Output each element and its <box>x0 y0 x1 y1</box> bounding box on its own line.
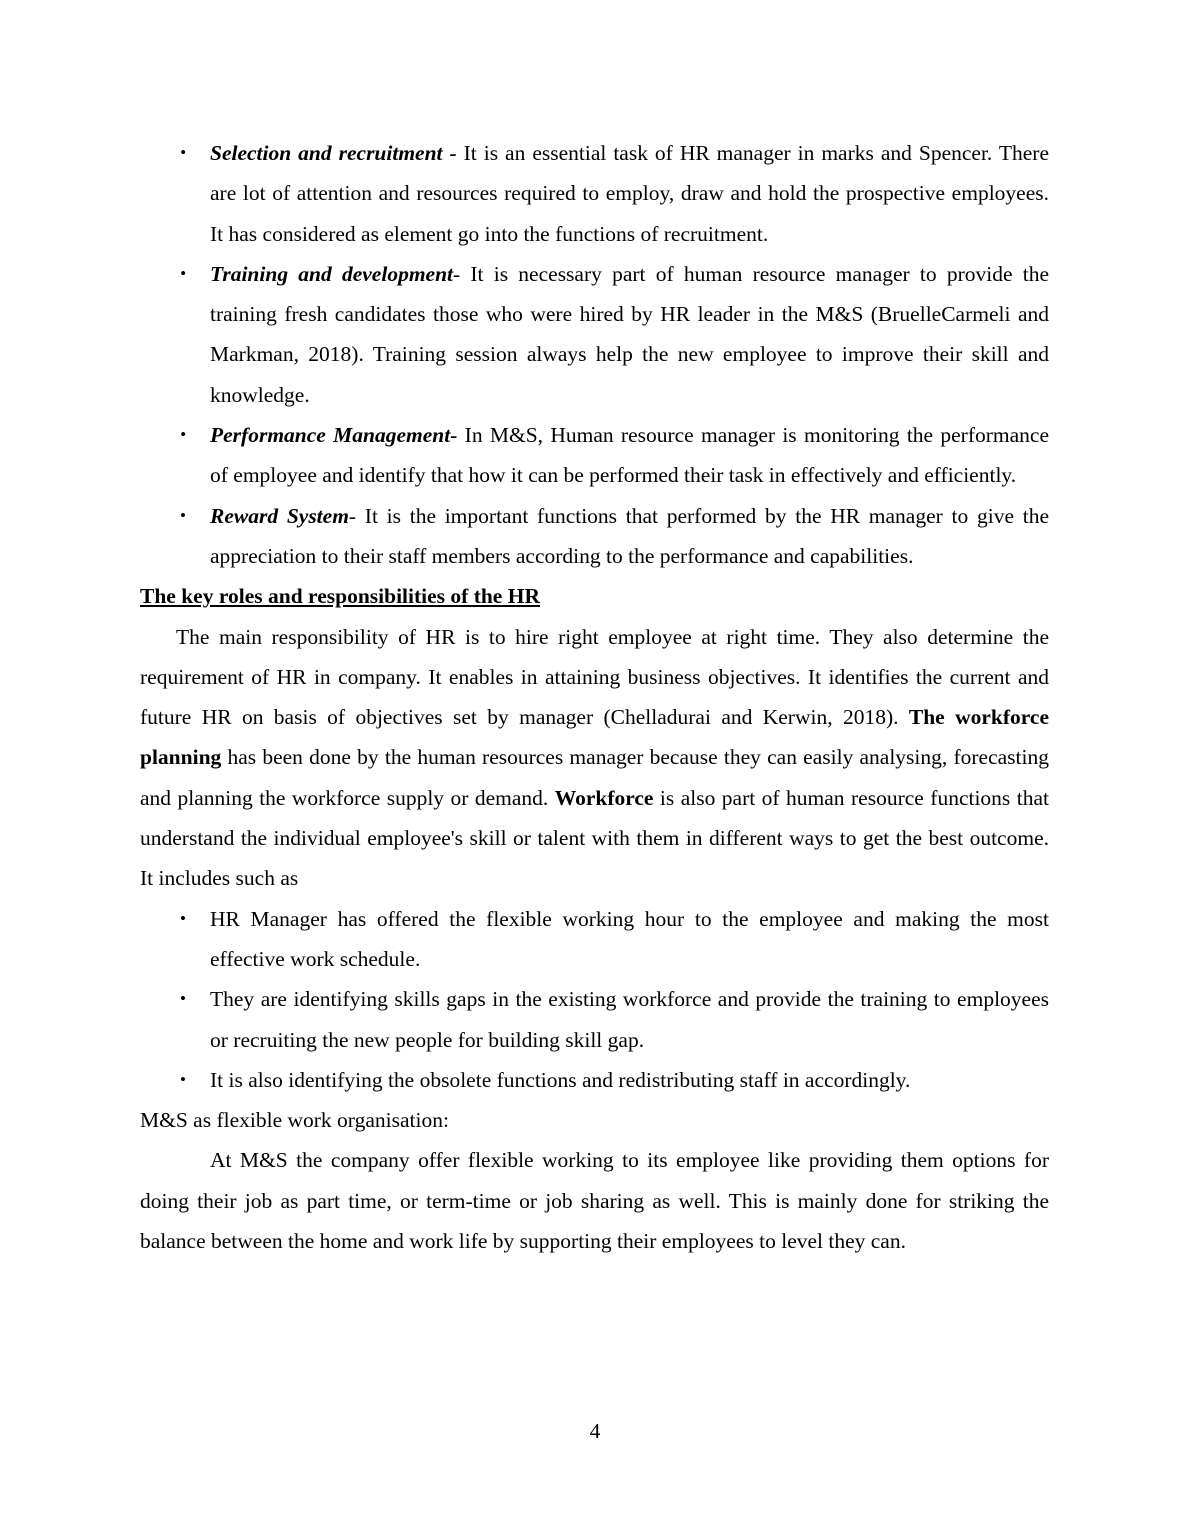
function-term: Selection and recruitment - <box>210 141 457 165</box>
function-description: It is an essential task of HR manager in marks and Spencer. There are lot of attention and resources required to employ, draw and hold the prospective employees. It has considered as element go into the functions of recruitment. <box>210 141 1050 246</box>
list-item <box>140 415 1049 496</box>
page-number: 4 <box>589 1419 601 1443</box>
function-term: Performance Management- <box>210 423 458 448</box>
list-item-text: HR Manager has offered the flexible working hour to the employee and making the most effective work schedule. <box>210 906 1049 971</box>
subsection-label: M&S as flexible work organisation: <box>140 1108 449 1133</box>
bold-term: Workforce <box>554 785 654 810</box>
bullet-icon: • <box>180 425 186 445</box>
hr-functions-list <box>140 133 1049 576</box>
list-item <box>140 979 1049 1060</box>
roles-paragraph <box>140 617 1049 899</box>
function-description: - It is the important functions that performed by the HR manager to give the appreciation to their staff members according to the performance and capabilities. <box>210 503 1049 568</box>
function-description: In M&S, Human resource manager is monitoring the performance of employee and identify that how it can be performed their task in effectively and efficiently. <box>210 423 1050 488</box>
list-item-text: They are identifying skills gaps in the existing workforce and provide the training to employees or recruiting the new people for building skill gap. <box>210 987 1049 1052</box>
list-item <box>140 133 1049 254</box>
document-page <box>140 133 1049 1261</box>
section-heading: The key roles and responsibilities of the HR <box>140 584 540 609</box>
paragraph-text: The main responsibility of HR is to hire right employee at right time. They also determine the requirement of HR in company. It enables in attaining business objectives. It identifies the current and future HR on basis of objectives set by manager (Chelladurai and Kerwin, 2018). <box>140 624 1049 730</box>
bold-term: The workforce planning <box>140 705 1049 770</box>
list-item-text: It is also identifying the obsolete functions and redistributing staff in accordingly. <box>210 1067 911 1092</box>
list-item <box>140 1060 1049 1100</box>
function-description: - It is necessary part of human resource manager to provide the training fresh candidates those who were hired by HR leader in the M&S (BruelleCarmeli and Markman, 2018). Training session always help the new employee to improve their skill and knowledge. <box>210 261 1049 407</box>
list-item <box>140 496 1049 577</box>
function-term: Training and development <box>210 261 454 286</box>
function-term: Reward System <box>210 503 349 528</box>
list-item <box>140 254 1049 415</box>
bullet-icon: • <box>180 989 186 1009</box>
bullet-icon: • <box>180 143 186 162</box>
flexible-paragraph: At M&S the company offer flexible working to its employee like providing them options for doing their job as part time, or term-time or job sharing as well. This is mainly done for striking the balance between the home and work life by supporting their employees to level they can. <box>140 1148 1049 1254</box>
bullet-icon: • <box>180 263 186 283</box>
paragraph-text: has been done by the human resources manager because they can easily analysing, forecasting and planning the workforce supply or demand. <box>140 745 1049 810</box>
list-item <box>140 899 1049 980</box>
bullet-icon: • <box>180 1069 186 1089</box>
workforce-list <box>140 899 1049 1100</box>
bullet-icon: • <box>180 908 186 928</box>
bullet-icon: • <box>180 505 186 525</box>
paragraph-text: is also part of human resource functions that understand the individual employee's skill or talent with them in different ways to get the best outcome. It includes such as <box>140 785 1049 891</box>
